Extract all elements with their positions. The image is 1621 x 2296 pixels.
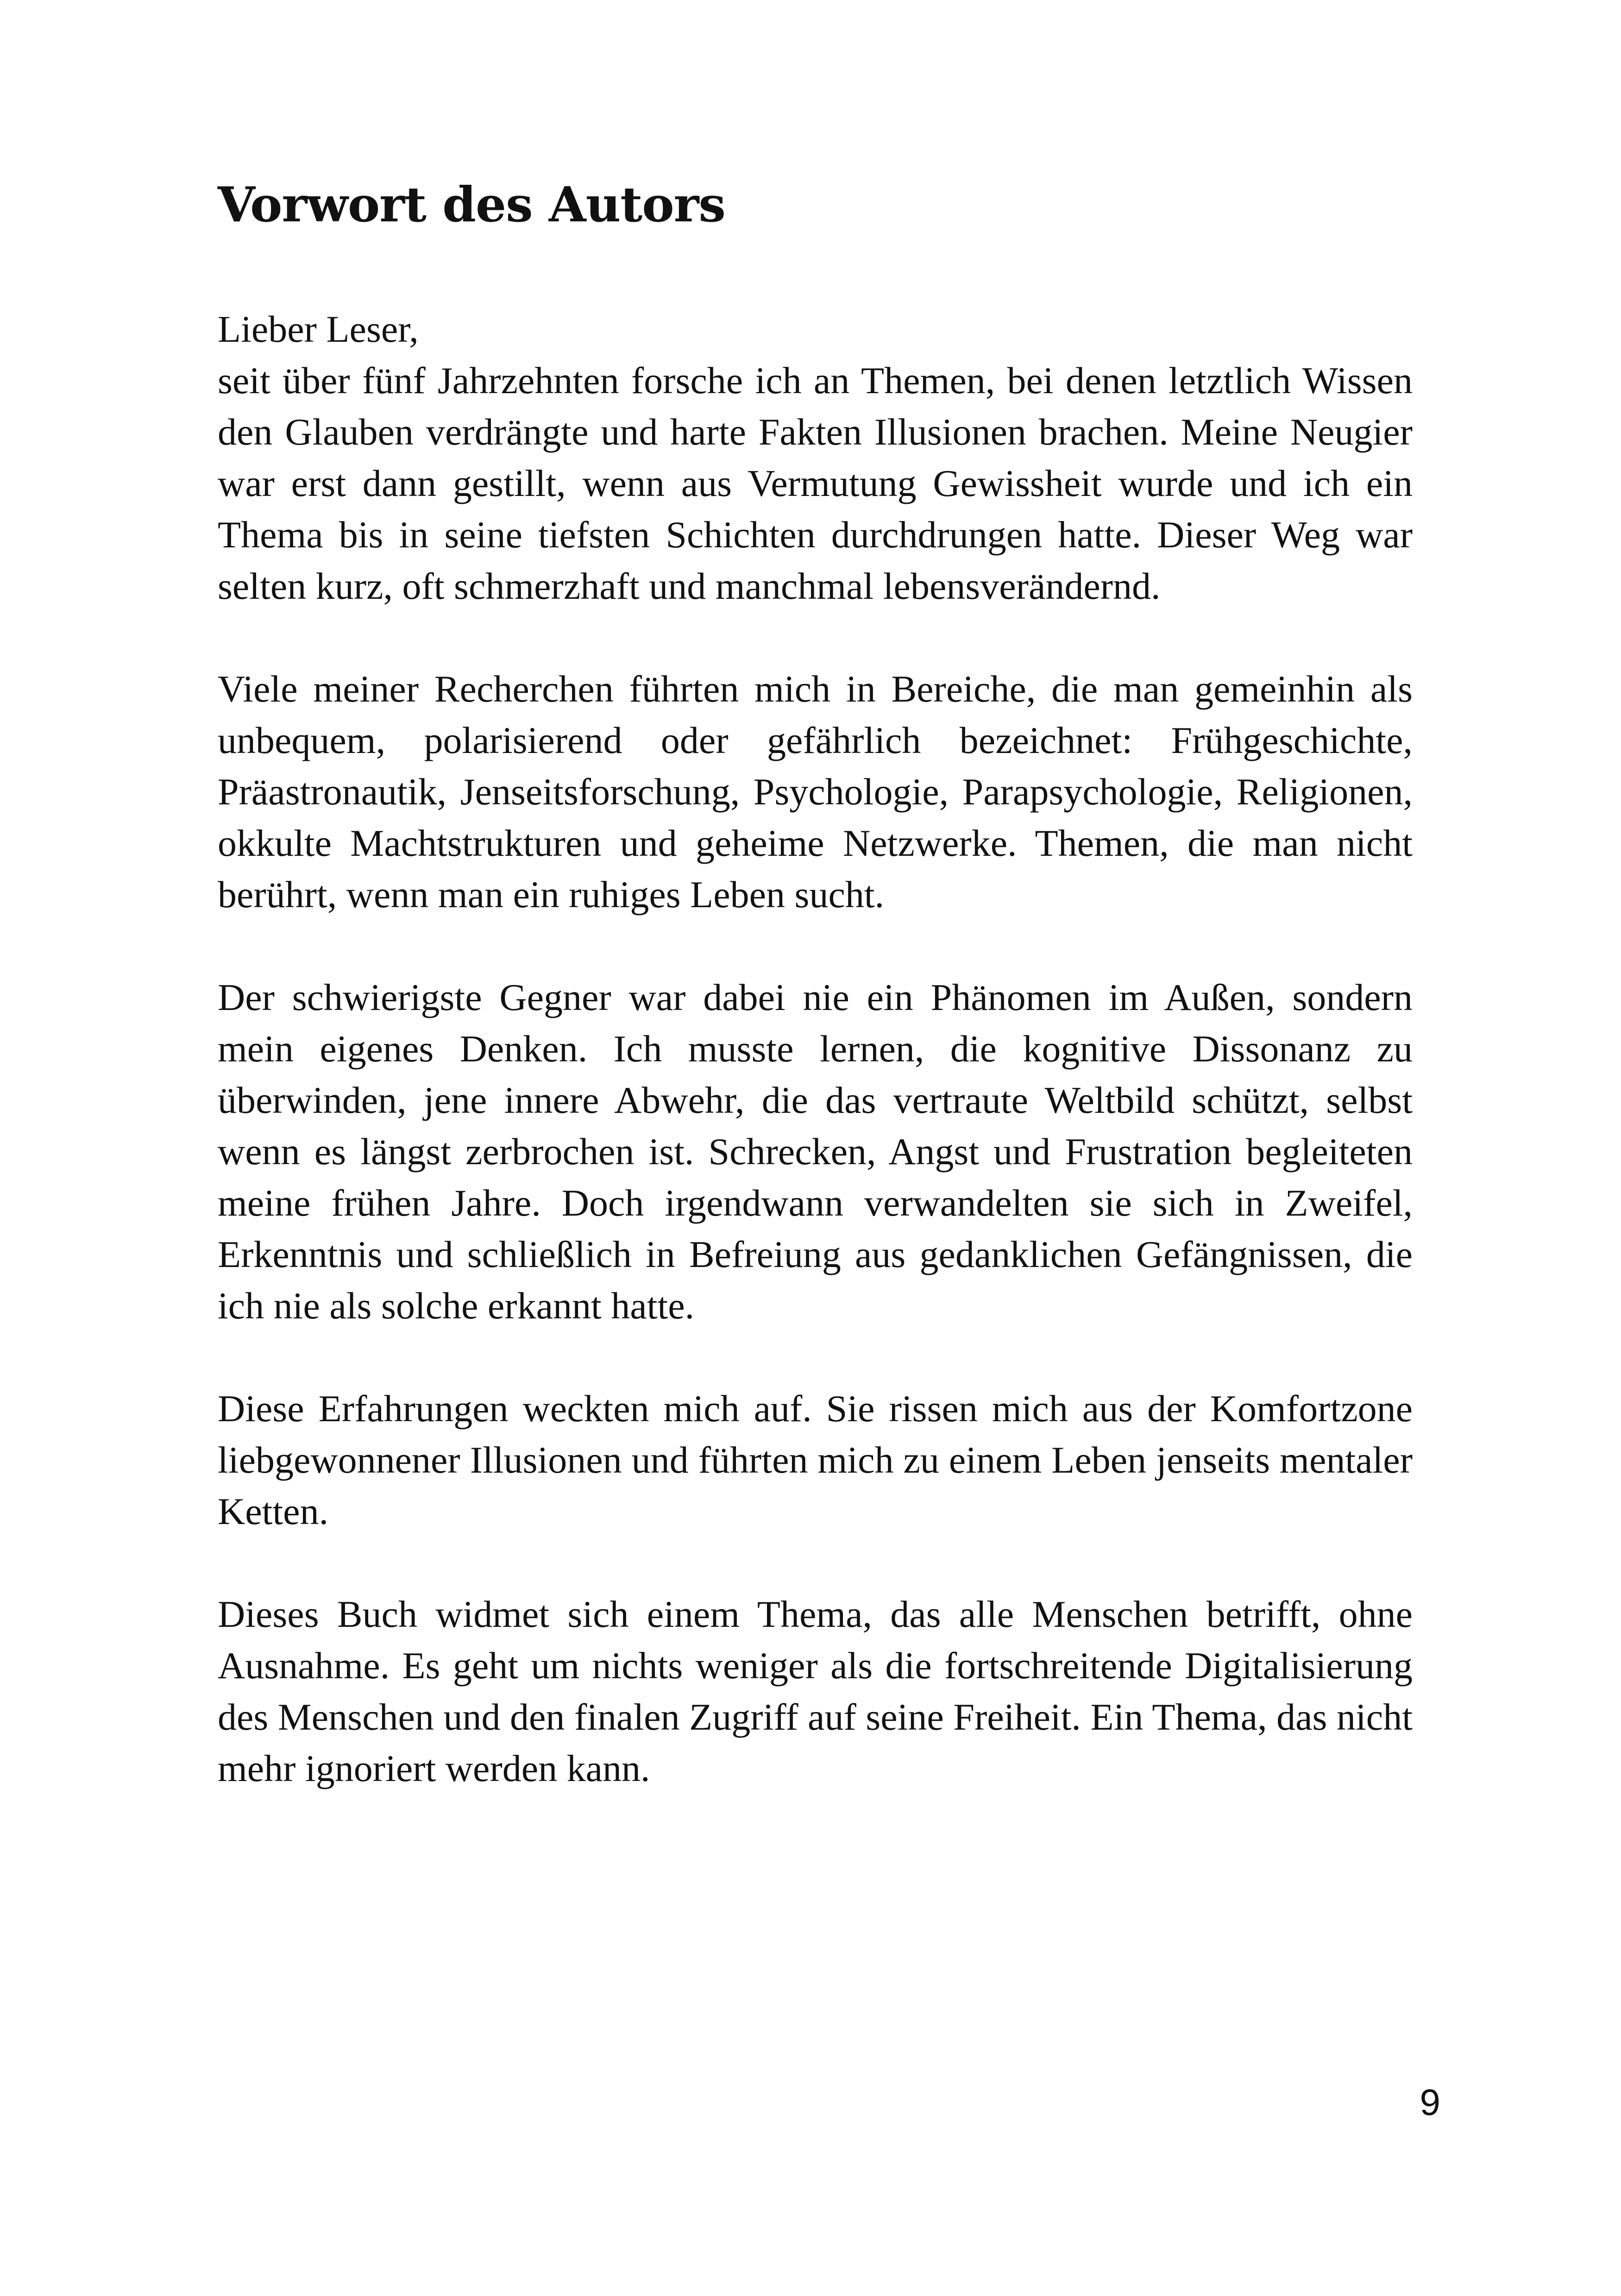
paragraph-1: seit über fünf Jahrzehnten forsche ich an Themen, bei denen letztlich Wissen den Glauben verdrängte und harte Fakten Illusionen brachen. Meine Neugier war erst dann gestillt, wenn aus Vermutung Gewissheit wurde und ich ein Thema bis in seine tiefsten Schichten durchdrungen hatte. Dieser Weg war selten kurz, oft schmerzhaft und manchmal lebensverändernd. xyxy=(218,359,1413,607)
paragraph-4: Diese Erfahrungen weckten mich auf. Sie rissen mich aus der Komfortzone liebgewonnener Illusionen und führten mich zu einem Leben jenseits mentaler Ketten. xyxy=(218,1387,1413,1532)
paragraph-3: Der schwierigste Gegner war dabei nie ein Phänomen im Außen, sondern mein eigenes Denken. Ich musste lernen, die kognitive Dissonanz zu überwinden, jene innere Abwehr, die das vertraute Weltbild schützt, selbst wenn es längst zerbrochen ist. Schrecken, Angst und Frustration begleiteten meine frühen Jahre. Doch irgendwann verwandelten sie sich in Zweifel, Erkenntnis und schließlich in Befreiung aus gedanklichen Gefängnissen, die ich nie als solche erkannt hatte. xyxy=(218,976,1413,1327)
page-content xyxy=(218,176,1413,1845)
page-number: 9 xyxy=(1420,2082,1440,2123)
paragraph-2: Viele meiner Recherchen führten mich in Bereiche, die man gemeinhin als unbequem, polarisierend oder gefährlich bezeichnet: Frühgeschichte, Präastronautik, Jenseitsforschung, Psychologie, Parapsychologie, Religionen, okkulte Machtstrukturen und geheime Netzwerke. Themen, die man nicht berührt, wenn man ein ruhiges Leben sucht. xyxy=(218,667,1413,916)
page-title: Vorwort des Autors xyxy=(218,176,725,233)
salutation: Lieber Leser, xyxy=(218,307,419,350)
paragraph-5: Dieses Buch widmet sich einem Thema, das alle Menschen betrifft, ohne Ausnahme. Es geht um nichts weniger als die fortschreitende Digitalisierung des Menschen und den finalen Zugriff auf seine Freiheit. Ein Thema, das nicht mehr ignoriert werden kann. xyxy=(218,1593,1413,1789)
